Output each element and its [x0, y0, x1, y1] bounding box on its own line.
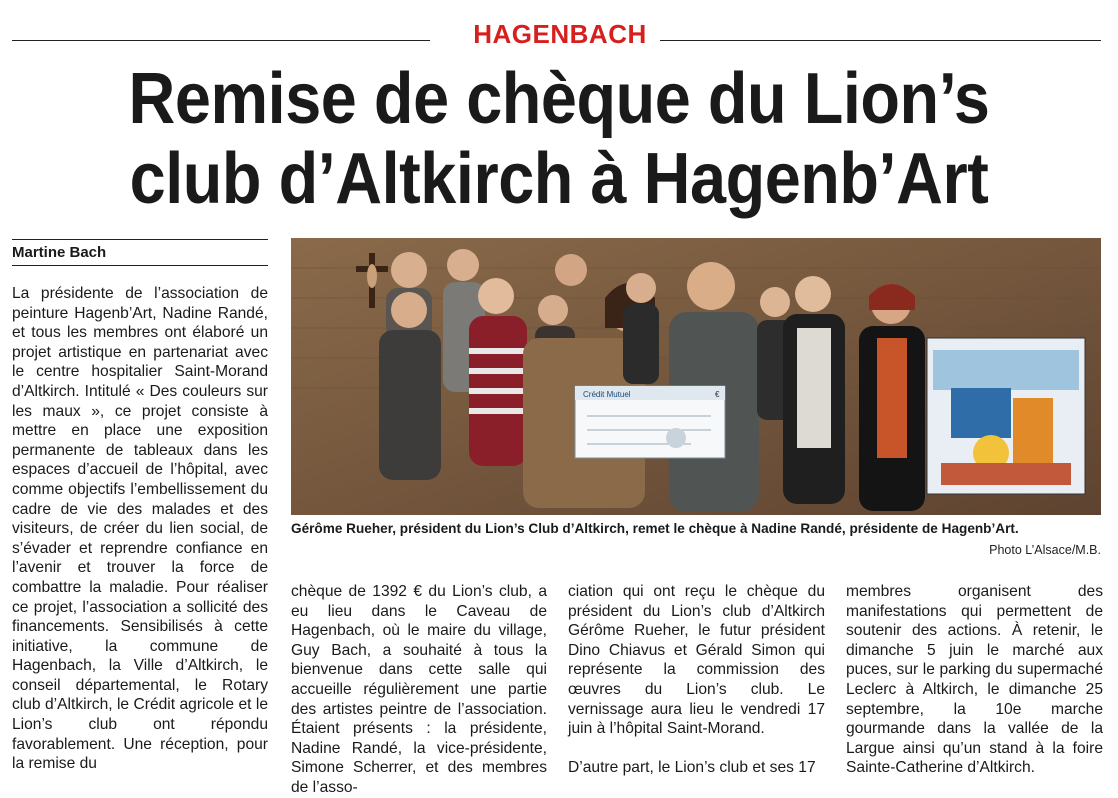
article-paragraph: D’autre part, le Lion’s club et ses 17 — [568, 758, 816, 776]
article-photo — [291, 238, 1101, 515]
article-column-1 — [12, 284, 268, 774]
photo-caption: Gérôme Rueher, président du Lion’s Club d’Altkirch, remet le chèque à Nadine Randé, présidente de Hagenb’Art. — [291, 521, 1019, 536]
headline-line-2: club d’Altkirch à Hagenb’Art — [129, 139, 989, 219]
group-photo-illustration — [291, 238, 1101, 515]
article-paragraph: La présidente de l’association de peinture Hagenb’Art, Nadine Randé, et tous les membres ont élaboré un projet artistique en partenariat avec le centre hospitalier Saint-Morand d’Altkirch. Intitulé « Des couleurs sur les maux », ce projet consiste à mettre en place une exposition permanente de tableaux dans les espaces d’accueil de l’hôpital, avec comme objectifs l’embellissement du cadre de vie des malades et des visiteurs, de créer du lien social, de s’évader et reprendre confiance en l’avenir et trouver la force de combattre la maladie. Pour réaliser ce projet, l’association a sollicité des financements. Sensibilisés à cette initiative, la commune de Hagenbach, la Ville d’Altkirch, le conseil départemental, le Rotary club d’Altkirch, le Crédit agricole et le Lion’s club ont répondu favorablement. Une réception, pour la remise du — [12, 285, 268, 773]
cheque-currency-label: € — [715, 390, 720, 399]
cheque — [575, 386, 725, 458]
article-column-2 — [291, 582, 547, 798]
headline-line-1: Remise de chèque du Lion’s — [128, 59, 990, 139]
byline: Martine Bach — [12, 244, 107, 261]
article-paragraph: membres organisent des manifestations qui permettent de soutenir des actions. À retenir, le dimanche 5 juin le marché aux puces, sur le parking du supermaché Leclerc à Altkirch, le dimanche 25 septembre, la 10e marche gourmande dans la vallée de la Largue ainsi qu’un stand à la foire Sainte-Catherine d’Altkirch. — [846, 583, 1103, 777]
article-column-4 — [846, 582, 1103, 778]
cheque-bank-label: Crédit Mutuel — [583, 390, 631, 399]
painting — [927, 338, 1085, 494]
rubric-label: HAGENBACH — [473, 19, 647, 49]
photo-credit: Photo L’Alsace/M.B. — [989, 543, 1101, 557]
byline-rule-bottom — [12, 265, 268, 266]
article-paragraph: ciation qui ont reçu le chèque du président du Lion’s club d’Altkirch Gérôme Rueher, le futur président Dino Chiavus et Gérald Simon qui représente la commission des œuvres du Lion’s club. Le vernissage aura lieu le vendredi 17 juin à l’hôpital Saint-Morand. — [568, 583, 825, 738]
article-paragraph: chèque de 1392 € du Lion’s club, a eu lieu dans le Caveau de Hagenbach, où le maire du village, Guy Bach, a souhaité à tous la bienvenue dans cette salle qui accueille régulièrement une partie des artistes peintre de l’association. Étaient présents : la présidente, Nadine Randé, la vice-présidente, Simone Scherrer, et des membres de l’asso- — [291, 583, 547, 796]
byline-rule-top — [12, 239, 268, 240]
rubric-rule-right — [660, 40, 1101, 41]
article-column-3 — [568, 582, 825, 777]
rubric-rule-left — [12, 40, 430, 41]
